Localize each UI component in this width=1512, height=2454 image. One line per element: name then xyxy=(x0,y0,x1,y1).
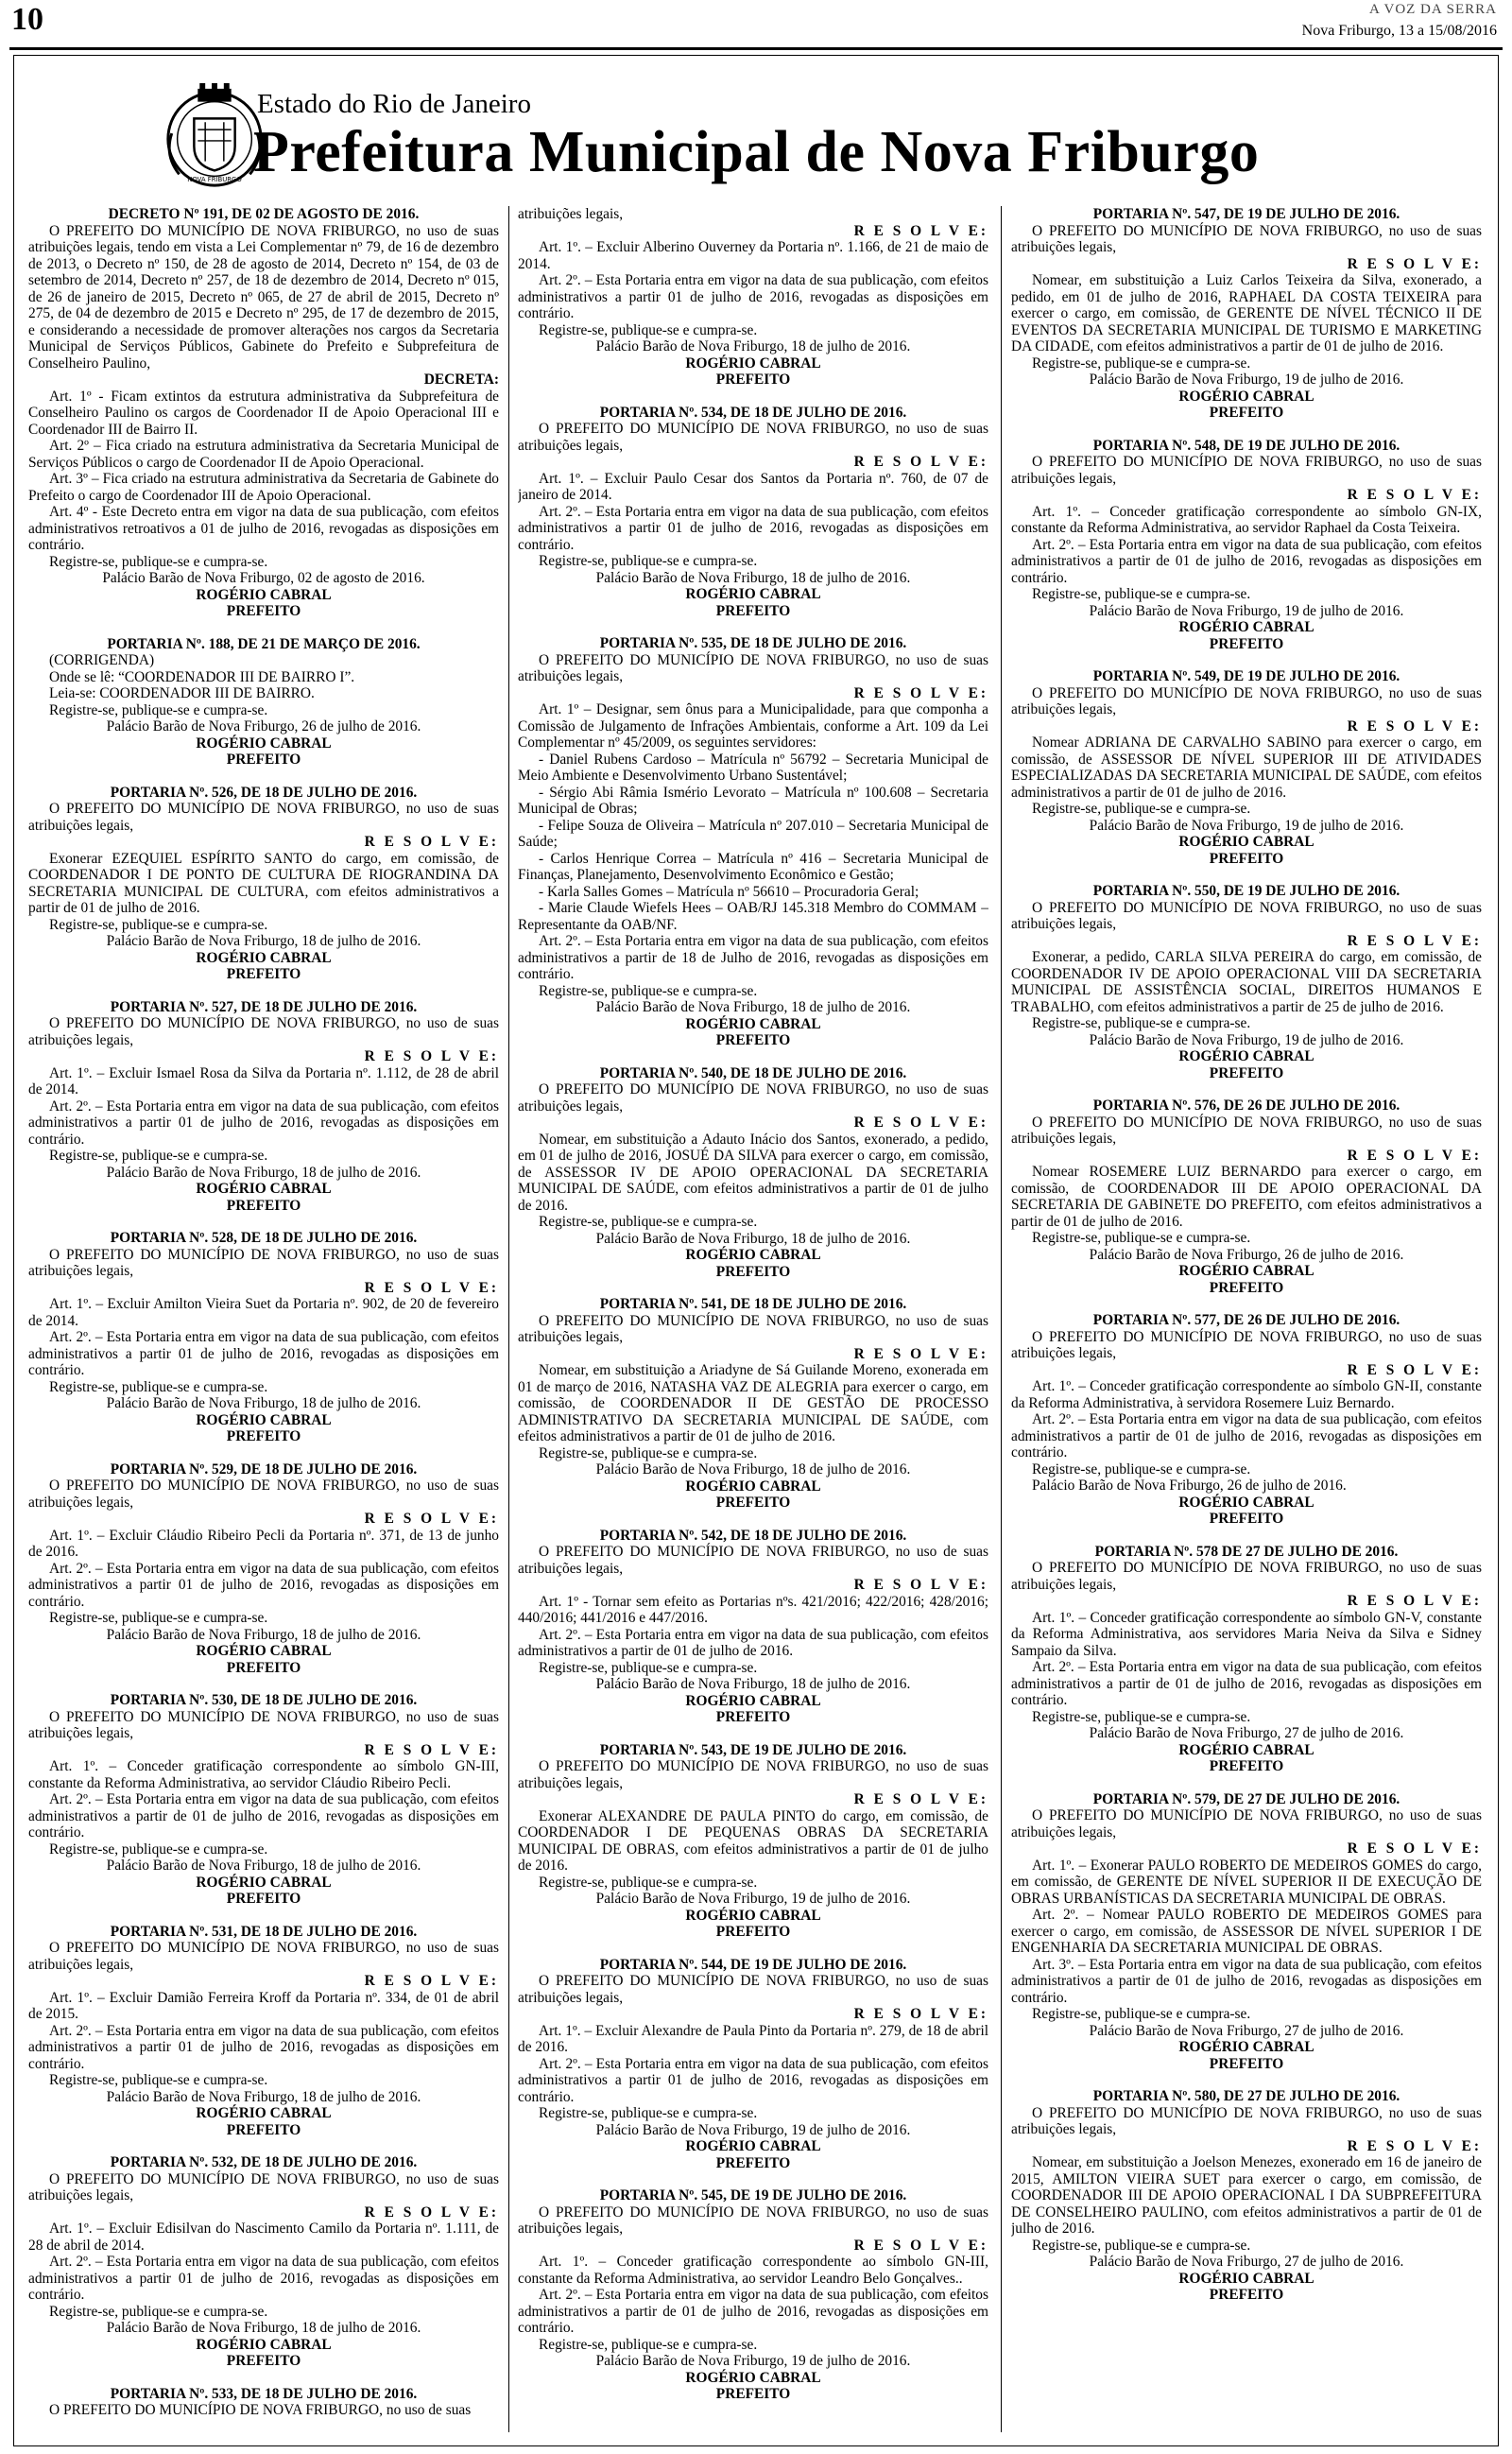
act-paragraph: Registre-se, publique-se e cumpra-se. xyxy=(1032,354,1251,372)
act-title: PORTARIA Nº. 188, DE 21 DE MARÇO DE 2016. xyxy=(107,635,421,652)
act-title: PORTARIA Nº. 550, DE 19 DE JULHO DE 2016. xyxy=(1092,883,1400,899)
signature-line: PREFEITO xyxy=(1209,635,1284,652)
act-paragraph: Palácio Barão de Nova Friburgo, 18 de julho de 2016. xyxy=(595,999,911,1015)
signature-line: ROGÉRIO CABRAL xyxy=(685,1015,821,1032)
act-paragraph: Art. 2º. – Esta Portaria entra em vigor na data de sua publicação, com efeitos administrativos a partir 01 de julho de 2016, revogadas as disposições em contrário. xyxy=(518,2055,988,2105)
signature-line: ROGÉRIO CABRAL xyxy=(685,586,821,602)
act-paragraph: Registre-se, publique-se e cumpra-se. xyxy=(539,1214,758,1230)
act-title: PORTARIA Nº. 526, DE 18 DE JULHO DE 2016. xyxy=(110,784,418,801)
resolve-heading: R E S O L V E: xyxy=(1347,1361,1482,1378)
act-paragraph: O PREFEITO DO MUNICÍPIO DE NOVA FRIBURGO, no uso de suas atribuições legais, xyxy=(1011,1114,1482,1147)
signature-line: PREFEITO xyxy=(1209,1064,1284,1081)
column-3 xyxy=(1011,206,1482,2437)
legal-act xyxy=(1011,1791,1482,2073)
act-title: PORTARIA Nº. 547, DE 19 DE JULHO DE 2016. xyxy=(1092,206,1400,222)
legal-act xyxy=(518,2187,988,2403)
act-paragraph: Registre-se, publique-se e cumpra-se. xyxy=(49,1840,268,1858)
act-title: PORTARIA Nº. 528, DE 18 DE JULHO DE 2016. xyxy=(110,1230,418,1246)
act-paragraph: Art. 2º. – Esta Portaria entra em vigor na data de sua publicação, com efeitos administrativos a partir 01 de julho de 2016, revogadas as disposições em contrário. xyxy=(28,1097,499,1148)
column-divider xyxy=(508,206,509,2432)
signature-line: ROGÉRIO CABRAL xyxy=(196,1181,332,1197)
act-paragraph: Art. 2º – Fica criado na estrutura administrativa da Secretaria Municipal de Serviços Públicos o cargo de Coordenador II de Apoio Operacional. xyxy=(28,438,499,471)
act-paragraph: Palácio Barão de Nova Friburgo, 27 de julho de 2016. xyxy=(1089,1725,1404,1741)
gazette-title: Prefeitura Municipal de Nova Friburgo xyxy=(253,120,1260,184)
act-paragraph: Registre-se, publique-se e cumpra-se. xyxy=(1032,586,1251,602)
act-paragraph: Art. 3º. – Esta Portaria entra em vigor na data de sua publicação, com efeitos administrativos a partir de 01 de julho de 2016, revogadas as disposições em contrário. xyxy=(1011,1956,1482,2006)
act-paragraph: Palácio Barão de Nova Friburgo, 18 de julho de 2016. xyxy=(595,338,911,354)
signature-line: PREFEITO xyxy=(226,2121,301,2138)
act-paragraph: O PREFEITO DO MUNICÍPIO DE NOVA FRIBURGO, no uso de suas atribuições legais, xyxy=(1011,1807,1482,1840)
act-paragraph: O PREFEITO DO MUNICÍPIO DE NOVA FRIBURGO, no uso de suas atribuições legais, xyxy=(1011,899,1482,932)
signature-line: PREFEITO xyxy=(715,602,791,619)
legal-act xyxy=(1011,1312,1482,1528)
act-title: PORTARIA Nº. 545, DE 19 DE JULHO DE 2016. xyxy=(599,2187,907,2203)
signature-line: ROGÉRIO CABRAL xyxy=(1178,1741,1314,1758)
act-paragraph: Registre-se, publique-se e cumpra-se. xyxy=(49,1610,268,1626)
act-title: DECRETO Nº 191, DE 02 DE AGOSTO DE 2016. xyxy=(108,206,420,222)
legal-act xyxy=(1011,206,1482,422)
signature-line: ROGÉRIO CABRAL xyxy=(685,1247,821,1263)
signature-line: PREFEITO xyxy=(1209,1758,1284,1774)
act-paragraph: O PREFEITO DO MUNICÍPIO DE NOVA FRIBURGO, no uso de suas atribuições legais, xyxy=(28,1015,499,1048)
act-paragraph: O PREFEITO DO MUNICÍPIO DE NOVA FRIBURGO, no uso de suas atribuições legais, xyxy=(28,2170,499,2203)
signature-line: PREFEITO xyxy=(226,1659,301,1676)
act-paragraph: O PREFEITO DO MUNICÍPIO DE NOVA FRIBURGO, no uso de suas atribuições legais, xyxy=(1011,454,1482,487)
act-paragraph: Nomear, em substituição a Joelson Menezes, exonerado em 16 de janeiro de 2015, AMILTON VIEIRA SUET para exercer o cargo, em comissão, de COORDENADOR III DE APOIO OPERACIONAL I DA SUBPREFEITURA DE CONSELHEIRO PAULINO, com efeitos administrativos a partir de 01 de julho de 2016. xyxy=(1011,2154,1482,2237)
act-paragraph: Palácio Barão de Nova Friburgo, 18 de julho de 2016. xyxy=(106,1395,421,1411)
act-paragraph: Palácio Barão de Nova Friburgo, 18 de julho de 2016. xyxy=(106,1858,421,1874)
signature-line: ROGÉRIO CABRAL xyxy=(685,1692,821,1709)
signature-line: ROGÉRIO CABRAL xyxy=(196,2105,332,2121)
signature-line: ROGÉRIO CABRAL xyxy=(196,1411,332,1428)
resolve-heading: R E S O L V E: xyxy=(1347,255,1482,272)
signature-line: ROGÉRIO CABRAL xyxy=(196,2336,332,2353)
act-paragraph: Registre-se, publique-se e cumpra-se. xyxy=(539,982,758,999)
resolve-heading: R E S O L V E: xyxy=(853,1577,988,1593)
act-paragraph: Art. 1º. – Excluir Edisilvan do Nascimento Camilo da Portaria nº. 1.111, de 28 de abril de 2014. xyxy=(28,2221,499,2254)
act-paragraph: Nomear, em substituição a Luiz Carlos Teixeira da Silva, exonerado, a pedido, em 01 de julho de 2016, RAPHAEL DA COSTA TEIXEIRA para exercer o cargo, em comissão, de GERENTE DE NÍVEL TÉCNICO II DE EVENTOS DA SECRETARIA MUNICIPAL DE TURISMO E MARKETING DA CIDADE, com efeitos administrativos a partir de 01 de julho de 2016. xyxy=(1011,272,1482,354)
act-paragraph: O PREFEITO DO MUNICÍPIO DE NOVA FRIBURGO, no uso de suas atribuições legais, xyxy=(28,1478,499,1511)
legal-act xyxy=(1011,438,1482,653)
page-header xyxy=(9,0,1503,50)
signature-line: PREFEITO xyxy=(1209,1511,1284,1527)
act-paragraph: O PREFEITO DO MUNICÍPIO DE NOVA FRIBURGO, no uso de suas atribuições legais, xyxy=(518,421,988,454)
act-title: PORTARIA Nº. 580, DE 27 DE JULHO DE 2016. xyxy=(1092,2088,1400,2104)
act-paragraph: Palácio Barão de Nova Friburgo, 19 de julho de 2016. xyxy=(1089,602,1404,619)
act-paragraph: Art. 2º. – Esta Portaria entra em vigor na data de sua publicação, com efeitos administrativos a partir 01 de julho de 2016, revogadas as disposições em contrário. xyxy=(28,1329,499,1378)
resolve-heading: R E S O L V E: xyxy=(364,2203,499,2221)
state-name: Estado do Rio de Janeiro xyxy=(257,89,531,119)
legal-act xyxy=(28,785,499,983)
signature-line: ROGÉRIO CABRAL xyxy=(1178,834,1314,850)
legal-act xyxy=(28,1230,499,1445)
act-title: PORTARIA Nº. 577, DE 26 DE JULHO DE 2016. xyxy=(1092,1312,1400,1328)
act-paragraph: O PREFEITO DO MUNICÍPIO DE NOVA FRIBURGO, no uso de suas atribuições legais, xyxy=(28,1940,499,1973)
act-paragraph: Art. 2º. – Esta Portaria entra em vigor na data de sua publicação, com efeitos administrativos a partir de 01 de julho de 2016, revogadas as disposições em contrário. xyxy=(28,1791,499,1840)
act-paragraph: Art. 1º. – Conceder gratificação correspondente ao símbolo GN-V, constante da Reforma Administrativa, aos servidores Maria Neiva da Silva e Sidney Sampaio da Silva. xyxy=(1011,1609,1482,1659)
act-paragraph: Registre-se, publique-se e cumpra-se. xyxy=(49,1378,268,1395)
legal-act xyxy=(518,635,988,1049)
legal-act xyxy=(518,1528,988,1726)
signature-line: PREFEITO xyxy=(1209,850,1284,867)
act-paragraph: - Daniel Rubens Cardoso – Matrícula nº 56792 – Secretaria Municipal de Meio Ambiente e Desenvolvimento Urbano Sustentável; xyxy=(518,751,988,784)
act-paragraph: O PREFEITO DO MUNICÍPIO DE NOVA FRIBURGO, no uso de suas atribuições legais, xyxy=(1011,222,1482,255)
resolve-heading: R E S O L V E: xyxy=(364,1973,499,1989)
legal-act xyxy=(28,206,499,620)
legal-act xyxy=(1011,668,1482,867)
act-paragraph: Palácio Barão de Nova Friburgo, 19 de julho de 2016. xyxy=(1089,817,1404,834)
signature-line: ROGÉRIO CABRAL xyxy=(196,949,332,966)
resolve-heading: R E S O L V E: xyxy=(853,684,988,701)
act-paragraph: Palácio Barão de Nova Friburgo, 18 de julho de 2016. xyxy=(595,1676,911,1692)
act-paragraph: Palácio Barão de Nova Friburgo, 19 de julho de 2016. xyxy=(595,2353,911,2369)
signature-line: ROGÉRIO CABRAL xyxy=(196,1643,332,1659)
act-paragraph: Art. 1º. – Excluir Ismael Rosa da Silva da Portaria nº. 1.112, de 28 de abril de 2014. xyxy=(28,1064,499,1097)
legal-act xyxy=(1011,1097,1482,1296)
act-title: PORTARIA Nº. 576, DE 26 DE JULHO DE 2016. xyxy=(1092,1097,1400,1114)
act-paragraph: Registre-se, publique-se e cumpra-se. xyxy=(539,2105,758,2121)
act-paragraph: O PREFEITO DO MUNICÍPIO DE NOVA FRIBURGO, no uso de suas atribuições legais, xyxy=(518,1758,988,1791)
act-paragraph: Art. 1º. – Excluir Cláudio Ribeiro Pecli da Portaria nº. 371, de 13 de junho de 2016. xyxy=(28,1527,499,1560)
act-paragraph: Palácio Barão de Nova Friburgo, 26 de julho de 2016. xyxy=(1089,1246,1404,1263)
act-paragraph: Palácio Barão de Nova Friburgo, 26 de julho de 2016. xyxy=(1032,1478,1347,1494)
signature-line: PREFEITO xyxy=(1209,2055,1284,2072)
signature-line: ROGÉRIO CABRAL xyxy=(1178,1048,1314,1064)
resolve-heading: R E S O L V E: xyxy=(853,2237,988,2254)
signature-line: ROGÉRIO CABRAL xyxy=(685,354,821,372)
act-paragraph: - Sérgio Abi Râmia Ismério Levorato – Matrícula nº 100.608 – Secretaria Municipal de Obras; xyxy=(518,784,988,817)
act-paragraph: - Felipe Souza de Oliveira – Matrícula nº 207.010 – Secretaria Municipal de Saúde; xyxy=(518,817,988,850)
act-paragraph: Registre-se, publique-se e cumpra-se. xyxy=(49,916,268,933)
newspaper-name: A VOZ DA SERRA xyxy=(1369,2,1497,17)
legal-act xyxy=(28,999,499,1215)
act-paragraph: O PREFEITO DO MUNICÍPIO DE NOVA FRIBURGO, no uso de suas atribuições legais, tendo em vista a Lei Complementar nº 79, de 16 de dezembro de 2013, o Decreto nº 150, de 28 de agosto de 2014, Decreto nº 154, de 03 de setembro de 2014, Decreto nº 257, de 18 de dezembro de 2014, Decreto nº 015, de 26 de janeiro de 2015, Decreto nº 065, de 27 de abril de 2015, Decreto nº 275, de 04 de dezembro de 2015 e Decreto nº 295, de 17 de dezembro de 2015, e considerando a necessidade de promover alterações nos cargos da Secretaria Municipal de Serviços Públicos, Gabinete do Prefeito e Subprefeitura de Conselheiro Paulino, xyxy=(28,222,499,372)
signature-line: PREFEITO xyxy=(226,603,301,619)
act-paragraph: Onde se lê: “COORDENADOR III DE BAIRRO I”. xyxy=(49,668,355,685)
legal-act xyxy=(28,1924,499,2139)
act-paragraph: Palácio Barão de Nova Friburgo, 19 de julho de 2016. xyxy=(595,2121,911,2138)
column-2 xyxy=(518,206,988,2437)
masthead xyxy=(142,85,1370,199)
resolve-heading: R E S O L V E: xyxy=(853,2006,988,2022)
act-paragraph: O PREFEITO DO MUNICÍPIO DE NOVA FRIBURGO, no uso de suas xyxy=(49,2402,472,2418)
act-paragraph: Registre-se, publique-se e cumpra-se. xyxy=(49,2072,268,2088)
legal-act xyxy=(518,1065,988,1281)
act-title: PORTARIA Nº. 548, DE 19 DE JULHO DE 2016. xyxy=(1092,437,1400,454)
signature-line: PREFEITO xyxy=(715,1263,791,1280)
act-paragraph: Palácio Barão de Nova Friburgo, 18 de julho de 2016. xyxy=(106,933,421,949)
act-paragraph: Registre-se, publique-se e cumpra-se. xyxy=(539,1874,758,1891)
act-title: PORTARIA Nº. 542, DE 18 DE JULHO DE 2016. xyxy=(599,1527,907,1544)
signature-line: ROGÉRIO CABRAL xyxy=(196,586,332,603)
legal-act xyxy=(28,636,499,769)
act-paragraph: - Karla Salles Gomes – Matrícula nº 56610 – Procuradoria Geral; xyxy=(539,883,919,900)
legal-act xyxy=(28,1692,499,1908)
act-paragraph: Art. 1º. – Conceder gratificação correspondente ao símbolo GN-III, constante da Reforma Administrativa, ao servidor Leandro Belo Gonçalves.. xyxy=(518,2254,988,2287)
legal-act xyxy=(1011,883,1482,1081)
signature-line: PREFEITO xyxy=(226,752,301,768)
resolve-heading: R E S O L V E: xyxy=(853,454,988,470)
signature-line: ROGÉRIO CABRAL xyxy=(685,1478,821,1495)
resolve-heading: R E S O L V E: xyxy=(364,1279,499,1296)
act-paragraph: Nomear, em substituição a Adauto Inácio dos Santos, exonerado, a pedido, em 01 de julho de 2016, JOSUÉ DA SILVA para exercer o cargo, em comissão, de ASSESSOR IV DE APOIO OPERACIONAL DA SECRETARIA MUNICIPAL DE SAÚDE, com efeitos administrativos a partir de 01 de julho de 2016. xyxy=(518,1131,988,1214)
signature-line: ROGÉRIO CABRAL xyxy=(196,1874,332,1891)
act-paragraph: Art. 1º - Tornar sem efeito as Portarias nºs. 421/2016; 422/2016; 428/2016; 440/2016; 441/2016 e 447/2016. xyxy=(518,1593,988,1626)
act-paragraph: Registre-se, publique-se e cumpra-se. xyxy=(49,2303,268,2320)
signature-line: PREFEITO xyxy=(715,1709,791,1725)
resolve-heading: R E S O L V E: xyxy=(853,1791,988,1807)
act-paragraph: atribuições legais, xyxy=(518,206,624,222)
act-paragraph: Registre-se, publique-se e cumpra-se. xyxy=(539,321,758,338)
legal-act xyxy=(518,1742,988,1941)
resolve-heading: R E S O L V E: xyxy=(853,1345,988,1362)
act-paragraph: - Marie Claude Wiefels Hees – OAB/RJ 145.318 Membro do COMMAM – Representante da OAB/NF. xyxy=(518,900,988,933)
resolve-heading: R E S O L V E: xyxy=(364,1511,499,1527)
resolve-heading: R E S O L V E: xyxy=(853,222,988,239)
act-paragraph: Art. 2º. – Esta Portaria entra em vigor na data de sua publicação, com efeitos administrativos a partir 01 de julho de 2016, revogadas as disposições em contrário. xyxy=(28,2254,499,2303)
act-paragraph: Art. 2º. – Esta Portaria entra em vigor na data de sua publicação, com efeitos administrativos a partir de 01 de julho de 2016, revogadas as disposições em contrário. xyxy=(1011,1659,1482,1708)
act-paragraph: O PREFEITO DO MUNICÍPIO DE NOVA FRIBURGO, no uso de suas atribuições legais, xyxy=(518,1544,988,1577)
legal-act xyxy=(1011,2088,1482,2304)
act-paragraph: Palácio Barão de Nova Friburgo, 27 de julho de 2016. xyxy=(1089,2022,1404,2039)
signature-line: PREFEITO xyxy=(1209,2287,1284,2303)
act-paragraph: Art. 2º. – Esta Portaria entra em vigor na data de sua publicação, com efeitos administrativos a partir de 01 de julho de 2016. xyxy=(518,1626,988,1659)
act-paragraph: Palácio Barão de Nova Friburgo, 27 de julho de 2016. xyxy=(1089,2254,1404,2270)
signature-line: PREFEITO xyxy=(226,1197,301,1214)
column-1 xyxy=(28,206,499,2437)
act-paragraph: Art. 2º. – Esta Portaria entra em vigor na data de sua publicação, com efeitos administrativos a partir 01 de julho de 2016, revogadas as disposições em contrário. xyxy=(518,503,988,553)
signature-line: ROGÉRIO CABRAL xyxy=(1178,388,1314,405)
resolve-heading: R E S O L V E: xyxy=(1347,1147,1482,1164)
act-title: PORTARIA Nº. 544, DE 19 DE JULHO DE 2016. xyxy=(599,1956,907,1973)
act-title: PORTARIA Nº. 532, DE 18 DE JULHO DE 2016. xyxy=(110,2154,418,2170)
legal-act xyxy=(518,405,988,620)
act-paragraph: O PREFEITO DO MUNICÍPIO DE NOVA FRIBURGO, no uso de suas atribuições legais, xyxy=(28,1708,499,1741)
resolve-heading: R E S O L V E: xyxy=(1347,1840,1482,1857)
crest-motto: NOVA FRIBURGO xyxy=(187,176,242,184)
act-paragraph: Palácio Barão de Nova Friburgo, 19 de julho de 2016. xyxy=(595,1891,911,1907)
act-paragraph: Nomear ADRIANA DE CARVALHO SABINO para exercer o cargo, em comissão, de ASSESSOR DE NÍVEL SUPERIOR III DE ATIVIDADES ESPECIALIZADAS DA SECRETARIA MUNICIPAL DE SAÚDE, com efeitos administrativos a partir de 01 de julho de 2016. xyxy=(1011,734,1482,801)
act-paragraph: Registre-se, publique-se e cumpra-se. xyxy=(1032,2006,1251,2022)
column-divider xyxy=(1001,206,1002,2432)
signature-line: PREFEITO xyxy=(226,1428,301,1444)
act-title: PORTARIA Nº. 578 DE 27 DE JULHO DE 2016. xyxy=(1094,1543,1399,1560)
act-paragraph: Art. 1º. – Excluir Amilton Vieira Suet da Portaria nº. 902, de 20 de fevereiro de 2014. xyxy=(28,1296,499,1329)
signature-line: PREFEITO xyxy=(226,2353,301,2369)
act-paragraph: - Carlos Henrique Correa – Matrícula nº 416 – Secretaria Municipal de Finanças, Planejamento, Desenvolvimento Econômico e Gestão; xyxy=(518,850,988,883)
act-paragraph: O PREFEITO DO MUNICÍPIO DE NOVA FRIBURGO, no uso de suas atribuições legais, xyxy=(1011,1560,1482,1593)
act-paragraph: Nomear ROSEMERE LUIZ BERNARDO para exercer o cargo, em comissão, de COORDENADOR III DE APOIO OPERACIONAL DA SECRETARIA DE GABINETE DO PREFEITO, com efeitos administrativos a partir de 01 de julho de 2016. xyxy=(1011,1164,1482,1230)
act-paragraph: Art. 2º. – Esta Portaria entra em vigor na data de sua publicação, com efeitos administrativos a partir de 01 de julho de 2016, revogadas as disposições em contrário. xyxy=(518,2287,988,2336)
decree-heading: DECRETA: xyxy=(423,372,499,388)
act-paragraph: O PREFEITO DO MUNICÍPIO DE NOVA FRIBURGO, no uso de suas atribuições legais, xyxy=(1011,684,1482,717)
act-paragraph: Registre-se, publique-se e cumpra-se. xyxy=(49,701,268,718)
act-paragraph: (CORRIGENDA) xyxy=(49,652,155,668)
act-paragraph: Palácio Barão de Nova Friburgo, 18 de julho de 2016. xyxy=(106,1164,421,1181)
resolve-heading: R E S O L V E: xyxy=(364,1048,499,1064)
act-paragraph: Art. 2º. – Nomear PAULO ROBERTO DE MEDEIROS GOMES para exercer o cargo, em comissão, de ASSESSOR DE NÍVEL SUPERIOR I DE ENGENHARIA DA SECRETARIA MUNICIPAL DE OBRAS. xyxy=(1011,1907,1482,1956)
legal-act xyxy=(28,2154,499,2370)
legal-act xyxy=(28,1461,499,1677)
act-paragraph: Registre-se, publique-se e cumpra-se. xyxy=(49,1148,268,1164)
signature-line: ROGÉRIO CABRAL xyxy=(685,2369,821,2386)
act-paragraph: Registre-se, publique-se e cumpra-se. xyxy=(539,1659,758,1676)
act-paragraph: Art. 2º. – Esta Portaria entra em vigor na data de sua publicação, com efeitos administrativos a partir de 01 de julho de 2016, revogadas as disposições em contrário. xyxy=(1011,1411,1482,1460)
signature-line: PREFEITO xyxy=(1209,1279,1284,1296)
act-paragraph: Registre-se, publique-se e cumpra-se. xyxy=(1032,1460,1251,1478)
act-title: PORTARIA Nº. 543, DE 19 DE JULHO DE 2016. xyxy=(599,1741,907,1758)
act-title: PORTARIA Nº. 529, DE 18 DE JULHO DE 2016. xyxy=(110,1460,418,1478)
signature-line: PREFEITO xyxy=(715,1495,791,1511)
act-title: PORTARIA Nº. 540, DE 18 DE JULHO DE 2016. xyxy=(599,1064,907,1081)
signature-line: PREFEITO xyxy=(715,372,791,388)
act-paragraph: Exonerar ALEXANDRE DE PAULA PINTO do cargo, em comissão, de COORDENADOR I DE PEQUENAS OBRAS DA SECRETARIA MUNICIPAL DE OBRAS, com efeitos administrativos a partir de 01 de julho de 2016. xyxy=(518,1807,988,1874)
legal-act xyxy=(1011,1544,1482,1775)
signature-line: PREFEITO xyxy=(226,1891,301,1907)
act-paragraph: O PREFEITO DO MUNICÍPIO DE NOVA FRIBURGO, no uso de suas atribuições legais, xyxy=(518,651,988,684)
signature-line: ROGÉRIO CABRAL xyxy=(1178,619,1314,635)
act-paragraph: Palácio Barão de Nova Friburgo, 18 de julho de 2016. xyxy=(106,1626,421,1643)
act-paragraph: O PREFEITO DO MUNICÍPIO DE NOVA FRIBURGO, no uso de suas atribuições legais, xyxy=(1011,2104,1482,2137)
signature-line: ROGÉRIO CABRAL xyxy=(685,2138,821,2154)
act-paragraph: Art. 1º. – Excluir Damião Ferreira Kroff da Portaria nº. 334, de 01 de abril de 2015. xyxy=(28,1989,499,2022)
act-title: PORTARIA Nº. 531, DE 18 DE JULHO DE 2016. xyxy=(110,1923,418,1940)
legal-act xyxy=(28,2386,499,2419)
act-paragraph: Nomear, em substituição a Ariadyne de Sá Guilande Moreno, exonerada em 01 de março de 2016, NATASHA VAZ DE ALEGRIA para exercer o cargo, em comissão, de COORDENADOR II DE GESTÃO DE PROCESSO ADMINISTRATIVO DA SECRETARIA MUNICIPAL DE SAÚDE, com efeitos administrativos a partir de 01 de julho de 2016. xyxy=(518,1362,988,1444)
act-paragraph: Registre-se, publique-se e cumpra-se. xyxy=(539,553,758,569)
signature-line: PREFEITO xyxy=(715,2386,791,2402)
resolve-heading: R E S O L V E: xyxy=(1347,2137,1482,2154)
act-paragraph: O PREFEITO DO MUNICÍPIO DE NOVA FRIBURGO, no uso de suas atribuições legais, xyxy=(518,1312,988,1345)
act-paragraph: Palácio Barão de Nova Friburgo, 19 de julho de 2016. xyxy=(1089,1031,1404,1048)
resolve-heading: R E S O L V E: xyxy=(1347,932,1482,949)
legal-act xyxy=(518,206,988,389)
act-paragraph: O PREFEITO DO MUNICÍPIO DE NOVA FRIBURGO, no uso de suas atribuições legais, xyxy=(1011,1328,1482,1361)
act-paragraph: Art. 2º. – Esta Portaria entra em vigor na data de sua publicação, com efeitos administrativos a partir de 01 de julho de 2016, revogadas as disposições em contrário. xyxy=(1011,536,1482,586)
resolve-heading: R E S O L V E: xyxy=(853,1115,988,1131)
act-paragraph: Art. 1º. – Excluir Alexandre de Paula Pinto da Portaria nº. 279, de 18 de abril de 2016. xyxy=(518,2022,988,2055)
act-paragraph: Art. 1º. – Excluir Paulo Cesar dos Santos da Portaria nº. 760, de 07 de janeiro de 2014. xyxy=(518,470,988,503)
act-paragraph: O PREFEITO DO MUNICÍPIO DE NOVA FRIBURGO, no uso de suas atribuições legais, xyxy=(28,801,499,834)
signature-line: ROGÉRIO CABRAL xyxy=(1178,2270,1314,2287)
act-paragraph: Palácio Barão de Nova Friburgo, 18 de julho de 2016. xyxy=(595,1461,911,1478)
resolve-heading: R E S O L V E: xyxy=(1347,717,1482,734)
act-paragraph: Exonerar, a pedido, CARLA SILVA PEREIRA do cargo, em comissão, de COORDENADOR IV DE APOIO OPERACIONAL VIII DA SECRETARIA MUNICIPAL DE ASSISTÊNCIA SOCIAL, DIREITOS HUMANOS E TRABALHO, com efeitos administrativos a partir de 25 de julho de 2016. xyxy=(1011,949,1482,1015)
act-title: PORTARIA Nº. 534, DE 18 DE JULHO DE 2016. xyxy=(599,404,907,421)
act-paragraph: Art. 1º. – Conceder gratificação correspondente ao símbolo GN-II, constante da Reforma Administrativa, à servidora Rosemere Luiz Bernardo. xyxy=(1011,1378,1482,1411)
act-paragraph: Registre-se, publique-se e cumpra-se. xyxy=(1032,1708,1251,1725)
act-paragraph: Art. 2º. – Esta Portaria entra em vigor na data de sua publicação, com efeitos administrativos a partir de 18 de Julho de 2016, revogadas as disposições em contrário. xyxy=(518,933,988,982)
act-title: PORTARIA Nº. 533, DE 18 DE JULHO DE 2016. xyxy=(110,2385,418,2402)
act-paragraph: Registre-se, publique-se e cumpra-se. xyxy=(1032,801,1251,817)
act-paragraph: Art. 1º – Designar, sem ônus para a Municipalidade, para que componha a Comissão de Julgamento de Infrações Ambientais, conforme a Art. 109 da Lei Complementar nº 45/2009, os seguintes servidores: xyxy=(518,701,988,751)
act-paragraph: Registre-se, publique-se e cumpra-se. xyxy=(1032,1015,1251,1031)
resolve-heading: R E S O L V E: xyxy=(364,834,499,850)
act-paragraph: Palácio Barão de Nova Friburgo, 18 de julho de 2016. xyxy=(595,569,911,586)
act-paragraph: Leia-se: COORDENADOR III DE BAIRRO. xyxy=(49,685,315,701)
act-paragraph: Palácio Barão de Nova Friburgo, 18 de julho de 2016. xyxy=(595,1230,911,1247)
act-paragraph: Art. 3º – Fica criado na estrutura administrativa da Secretaria de Gabinete do Prefeito o cargo de Coordenador III de Apoio Operacional. xyxy=(28,471,499,504)
act-paragraph: Art. 1º. – Conceder gratificação correspondente ao símbolo GN-III, constante da Reforma Administrativa, ao servidor Cláudio Ribeiro Pecli. xyxy=(28,1758,499,1791)
signature-line: PREFEITO xyxy=(715,1032,791,1048)
act-paragraph: Art. 4º - Este Decreto entra em vigor na data de sua publicação, com efeitos administrativos retroativos a 01 de julho de 2016, revogadas as disposições em contrário. xyxy=(28,504,499,553)
legal-act xyxy=(518,1296,988,1512)
resolve-heading: R E S O L V E: xyxy=(1347,487,1482,503)
act-paragraph: Registre-se, publique-se e cumpra-se. xyxy=(539,1444,758,1461)
act-title: PORTARIA Nº. 527, DE 18 DE JULHO DE 2016. xyxy=(110,998,418,1015)
act-paragraph: O PREFEITO DO MUNICÍPIO DE NOVA FRIBURGO, no uso de suas atribuições legais, xyxy=(518,1081,988,1115)
signature-line: PREFEITO xyxy=(1209,405,1284,421)
act-paragraph: Art. 1º. – Conceder gratificação correspondente ao símbolo GN-IX, constante da Reforma Administrativa, ao servidor Raphael da Costa Teixeira. xyxy=(1011,503,1482,536)
act-paragraph: Art. 2º. – Esta Portaria entra em vigor na data de sua publicação, com efeitos administrativos a partir 01 de julho de 2016, revogadas as disposições em contrário. xyxy=(28,1560,499,1610)
act-title: PORTARIA Nº. 530, DE 18 DE JULHO DE 2016. xyxy=(110,1692,418,1708)
act-paragraph: Registre-se, publique-se e cumpra-se. xyxy=(539,2336,758,2353)
act-title: PORTARIA Nº. 535, DE 18 DE JULHO DE 2016. xyxy=(599,635,907,651)
signature-line: ROGÉRIO CABRAL xyxy=(1178,1263,1314,1279)
act-paragraph: Art. 2º. – Esta Portaria entra em vigor na data de sua publicação, com efeitos administrativos a partir 01 de julho de 2016, revogadas as disposições em contrário. xyxy=(28,2022,499,2072)
act-paragraph: Art. 2º. – Esta Portaria entra em vigor na data de sua publicação, com efeitos administrativos a partir 01 de julho de 2016, revogadas as disposições em contrário. xyxy=(518,272,988,321)
signature-line: ROGÉRIO CABRAL xyxy=(1178,2039,1314,2055)
act-paragraph: Art. 1º - Ficam extintos da estrutura administrativa da Subprefeitura de Conselheiro Paulino os cargos de Coordenador II de Apoio Operacional III e Coordenador III de Bairro II. xyxy=(28,388,499,438)
act-paragraph: Registre-se, publique-se e cumpra-se. xyxy=(1032,2237,1251,2254)
signature-line: PREFEITO xyxy=(226,966,301,982)
act-paragraph: Palácio Barão de Nova Friburgo, 19 de julho de 2016. xyxy=(1089,372,1404,388)
act-paragraph: Registre-se, publique-se e cumpra-se. xyxy=(49,553,268,570)
act-paragraph: Palácio Barão de Nova Friburgo, 18 de julho de 2016. xyxy=(106,2088,421,2105)
resolve-heading: R E S O L V E: xyxy=(364,1741,499,1758)
legal-act xyxy=(518,1957,988,2172)
resolve-heading: R E S O L V E: xyxy=(1347,1593,1482,1609)
act-paragraph: Palácio Barão de Nova Friburgo, 02 de agosto de 2016. xyxy=(102,570,425,586)
act-paragraph: Art. 1º. – Exonerar PAULO ROBERTO DE MEDEIROS GOMES do cargo, em comissão, de GERENTE DE NÍVEL SUPERIOR II DE EXECUÇÃO DE OBRAS URBANÍSTICAS DA SECRETARIA MUNICIPAL DE OBRAS. xyxy=(1011,1857,1482,1907)
page-number: 10 xyxy=(11,2,43,37)
act-paragraph: O PREFEITO DO MUNICÍPIO DE NOVA FRIBURGO, no uso de suas atribuições legais, xyxy=(518,1973,988,2006)
act-paragraph: O PREFEITO DO MUNICÍPIO DE NOVA FRIBURGO, no uso de suas atribuições legais, xyxy=(28,1246,499,1279)
act-title: PORTARIA Nº. 579, DE 27 DE JULHO DE 2016. xyxy=(1092,1790,1400,1807)
signature-line: PREFEITO xyxy=(715,2154,791,2171)
signature-line: ROGÉRIO CABRAL xyxy=(685,1907,821,1924)
act-paragraph: O PREFEITO DO MUNICÍPIO DE NOVA FRIBURGO, no uso de suas atribuições legais, xyxy=(518,2203,988,2237)
act-title: PORTARIA Nº. 549, DE 19 DE JULHO DE 2016. xyxy=(1092,668,1400,684)
act-paragraph: Art. 1º. – Excluir Alberino Ouverney da Portaria nº. 1.166, de 21 de maio de 2014. xyxy=(518,239,988,272)
act-paragraph: Palácio Barão de Nova Friburgo, 26 de julho de 2016. xyxy=(106,718,421,734)
issue-date: Nova Friburgo, 13 a 15/08/2016 xyxy=(1301,23,1497,39)
signature-line: PREFEITO xyxy=(715,1924,791,1940)
act-paragraph: Palácio Barão de Nova Friburgo, 18 de julho de 2016. xyxy=(106,2320,421,2336)
act-paragraph: Exonerar EZEQUIEL ESPÍRITO SANTO do cargo, em comissão, de COORDENADOR I DE PONTO DE CULTURA DE RIOGRANDINA DA SECRETARIA MUNICIPAL DE CULTURA, com efeitos administrativos a partir de 01 de julho de 2016. xyxy=(28,850,499,916)
signature-line: ROGÉRIO CABRAL xyxy=(196,734,332,752)
signature-line: ROGÉRIO CABRAL xyxy=(1178,1494,1314,1511)
act-title: PORTARIA Nº. 541, DE 18 DE JULHO DE 2016. xyxy=(599,1296,907,1312)
act-paragraph: Registre-se, publique-se e cumpra-se. xyxy=(1032,1230,1251,1246)
